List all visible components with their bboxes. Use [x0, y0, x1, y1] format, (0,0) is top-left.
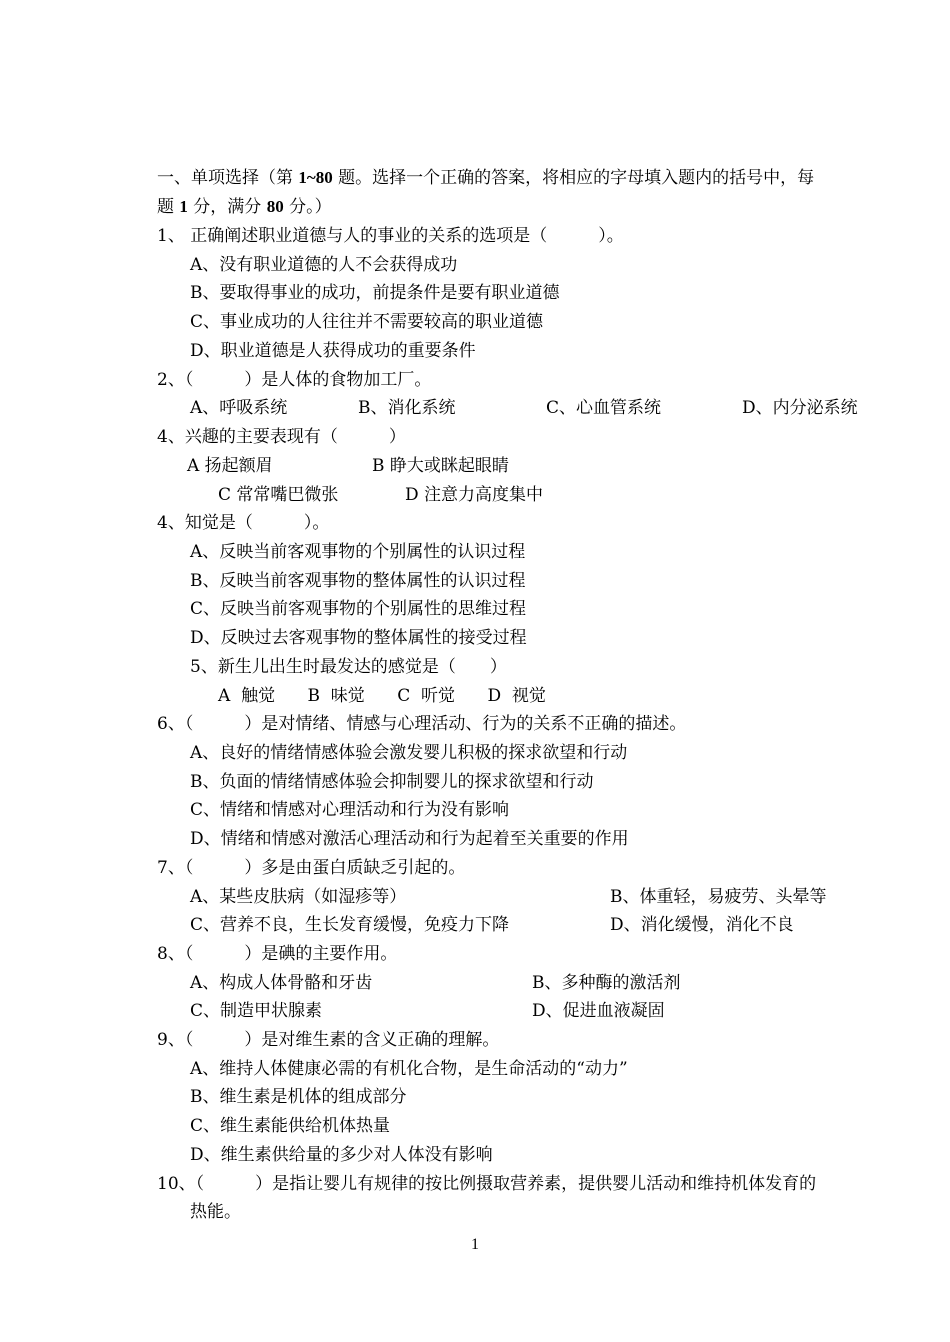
question-stem: 5、新生儿出生时最发达的感觉是（ ）: [190, 657, 507, 677]
question-stem: 4、知觉是（ ）。: [157, 513, 330, 533]
option-c: C 常常嘴巴微张: [218, 485, 339, 505]
question-stem: 7、（ ）多是由蛋白质缺乏引起的。: [157, 858, 466, 878]
option-b: B、消化系统: [358, 398, 456, 418]
option-a: A、呼吸系统: [190, 398, 288, 418]
option-a: A 扬起额眉: [187, 456, 273, 476]
option-d: D、维生素供给量的多少对人体没有影响: [190, 1145, 493, 1165]
section-heading-text: 题: [157, 197, 180, 217]
option-d: D、促进血液凝固: [532, 1001, 665, 1021]
question-stem-continuation: 热能。: [190, 1202, 241, 1222]
option-b: B、维生素是机体的组成部分: [190, 1087, 407, 1107]
option-b: B、负面的情绪情感体验会抑制婴儿的探求欲望和行动: [190, 772, 594, 792]
option-d: D、职业道德是人获得成功的重要条件: [190, 341, 476, 361]
option-d: D 注意力高度集中: [405, 485, 544, 505]
option-d: D、情绪和情感对激活心理活动和行为起着至关重要的作用: [190, 829, 629, 849]
option-a: A、良好的情绪情感体验会激发婴儿积极的探求欲望和行动: [190, 743, 628, 763]
points-total: 80: [266, 197, 284, 216]
section-heading-line1: [157, 168, 814, 188]
option-row: A 触觉 B 味觉 C 听觉 D 视觉: [218, 686, 546, 706]
option-c: C、维生素能供给机体热量: [190, 1116, 391, 1136]
question-stem: 2、（ ）是人体的食物加工厂。: [157, 370, 432, 390]
question-stem: 6、（ ）是对情绪、情感与心理活动、行为的关系不正确的描述。: [157, 714, 687, 734]
option-d: D、反映过去客观事物的整体属性的接受过程: [190, 628, 527, 648]
option-c: C、情绪和情感对心理活动和行为没有影响: [190, 800, 510, 820]
option-a: A、维持人体健康必需的有机化合物，是生命活动的“动力”: [190, 1059, 628, 1079]
points-each: 1: [179, 197, 188, 216]
option-b: B、要取得事业的成功，前提条件是要有职业道德: [190, 283, 560, 303]
section-heading-text: 分。）: [283, 197, 332, 217]
option-b: B、体重轻，易疲劳、头晕等: [610, 887, 827, 907]
page-number: 1: [471, 1236, 479, 1253]
option-a: A、某些皮肤病（如湿疹等）: [190, 887, 407, 907]
question-range: 1~80: [298, 168, 333, 187]
option-a: A、没有职业道德的人不会获得成功: [190, 255, 458, 275]
option-b: B、反映当前客观事物的整体属性的认识过程: [190, 571, 526, 591]
option-c: C、心血管系统: [546, 398, 662, 418]
option-a: A、构成人体骨骼和牙齿: [190, 973, 373, 993]
question-stem: 9、（ ）是对维生素的含义正确的理解。: [157, 1030, 500, 1050]
option-c: C、制造甲状腺素: [190, 1001, 323, 1021]
section-heading-line2: [157, 197, 332, 217]
question-stem: 4、兴趣的主要表现有（ ）: [157, 427, 406, 447]
option-d: D、消化缓慢，消化不良: [610, 915, 794, 935]
section-heading-text: 题。选择一个正确的答案，将相应的字母填入题内的括号中，每: [332, 168, 815, 188]
question-stem: 8、（ ）是碘的主要作用。: [157, 944, 398, 964]
option-a: A、反映当前客观事物的个别属性的认识过程: [190, 542, 526, 562]
option-c: C、反映当前客观事物的个别属性的思维过程: [190, 599, 527, 619]
option-b: B、多种酶的激活剂: [532, 973, 681, 993]
section-heading-text: 分，满分: [187, 197, 267, 217]
option-c: C、事业成功的人往往并不需要较高的职业道德: [190, 312, 544, 332]
question-stem: 10、（ ）是指让婴儿有规律的按比例摄取营养素，提供婴儿活动和维持机体发育的: [157, 1174, 817, 1194]
question-stem: 1、 正确阐述职业道德与人的事业的关系的选项是（ ）。: [157, 226, 624, 246]
option-d: D、内分泌系统: [742, 398, 858, 418]
option-b: B 睁大或眯起眼睛: [372, 456, 509, 476]
section-heading-text: 一、单项选择（第: [157, 168, 299, 188]
option-c: C、营养不良，生长发育缓慢，免疫力下降: [190, 915, 510, 935]
